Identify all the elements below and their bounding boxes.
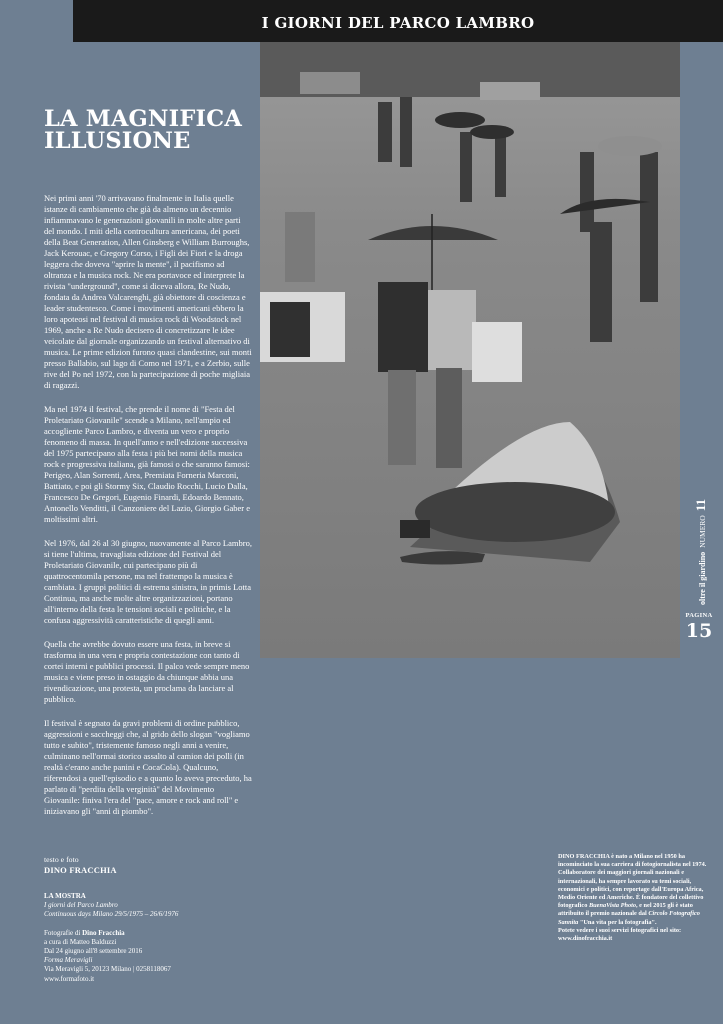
article-column: [44, 108, 252, 830]
exhibition-dates: Dal 24 giugno all'8 settembre 2016: [44, 947, 143, 956]
magazine-number-label: NUMERO: [698, 515, 707, 548]
article-credits: [44, 855, 252, 875]
page-number: 15: [685, 620, 713, 642]
magazine-spine: [692, 499, 710, 605]
magazine-name: oltre il giardino: [698, 551, 707, 605]
exhibition-curator: a cura di Matteo Balduzzi: [44, 937, 117, 946]
photos-prefix: Fotografie di: [44, 928, 83, 937]
article-title-line-2: ILLUSIONE: [44, 128, 191, 154]
credits-label: testo e foto: [44, 855, 79, 864]
exhibition-address: Via Meravigli 5, 20123 Milano | 0258118067: [44, 965, 171, 974]
author-bio: [558, 853, 708, 943]
bio-collective: BuenaVista Photo: [588, 902, 637, 910]
page-label: PAGINA: [685, 612, 713, 619]
section-title: I GIORNI DEL PARCO LAMBRO: [261, 14, 535, 32]
article-title-line-1: LA MAGNIFICA: [44, 106, 243, 132]
article-title: [44, 108, 252, 152]
exhibition-title: I giorni del Parco Lambro: [44, 901, 118, 910]
bio-text: Potete vedere i suoi servizi fotografici nel sito:: [558, 926, 682, 934]
article-paragraph: Quella che avrebbe dovuto essere una festa, in breve si trasforma in una vera e propria contestazione con tanto di cortei interni e pubblici processi. Il palco vede sempre meno musica e viene preso in ostaggio da chiunque abbia una rivendicazione, una protesta, un proclama da lanciare al pubblico.: [44, 639, 250, 704]
article-paragraph: Il festival è segnato da gravi problemi di ordine pubblico, aggressioni e saccheggi che, al grido dello slogan "vogliamo tutto e subito", tristemente famoso negli anni a venire, culminano nell'ormai storico assalto al camion dei polli (in realtà c'erano anche panini e CocaCola). Qualcuno, riferendosi a quell'episodio e a quanto lo aveva preceduto, ha parlato di "perdita della verginità" del Movimento Giovanile: finiva l'era del "pace, amore e rock and roll" e iniziavano gli "anni di piombo".: [44, 718, 252, 816]
article-paragraph: Ma nel 1974 il festival, che prende il nome di "Festa del Proletariato Giovanile" scende a Milano, nell'ampio ed accogliente Parco Lambro, e diventa un vero e proprio fenomeno di massa. In quell'anno e nell'edizione successiva del 1975 partecipano alla festa i più bei nomi della musica rock e progressiva italiana, già famosi o che saranno famosi: Perigeo, Alan Sorrenti, Area, Premiata Forneria Marconi, Battiato, e poi gli Stormy Six, Claudio Rocchi, Lucio Dalla, Francesco De Gregori, Eugenio Finardi, Edoardo Bennato, Antonello Venditti, il Canzoniere del Lazio, Giorgio Gaber e moltissimi altri.: [44, 404, 250, 524]
bio-circle: Circolo Fotografico Sannita: [558, 910, 700, 926]
exhibition-info: [44, 892, 254, 984]
exhibition-subtitle: Continuous days Milano 29/5/1975 – 26/6/1976: [44, 910, 179, 919]
bio-text: , e nel 2015 gli è stato attribuito il premio nazionale dal: [558, 902, 693, 918]
bio-text: DINO FRACCHIA è nato a Milano nel 1950 ha incominciato la sua carriera di fotogiornalista nel 1974. Collaboratore dei maggiori giornali nazionali e internazionali, ha sempre lavorato su temi sociali, economici e politici, con reportage dall'Europa Africa, Medio Oriente ed Americhe. È fondatore del collettivo fotografico: [558, 853, 707, 910]
exhibition-venue: Forma Meravigli: [44, 956, 93, 965]
credits-author: DINO FRACCHIA: [44, 865, 117, 875]
article-paragraph: Nei primi anni '70 arrivavano finalmente in Italia quelle istanze di cambiamento che già da almeno un decennio infiammavano le generazioni giovanili in molte altre parti del mondo. I miti della controcultura americana, dei poeti della Beat Generation, Allen Ginsberg e William Burroughs, Jack Kerouac, e Gregory Corso, i Figli dei Fiori e la droga leggera che doveva "aprire la mente", il pacifismo ad oltranza e la musica rock. Ne era portavoce ed interprete la rivista "underground", come si diceva allora, Re Nudo, fondata da Andrea Valcarenghi, già obiettore di coscienza e leader studentesco. Come i movimenti americani ebbero la loro apoteosi nel festival di musica rock di Woodstock nel 1969, anche a Re Nudo decisero di concretizzare le idee veicolate dal giornale organizzando un festival alternativo di musica. Le prime edizion furono quasi clandestine, sui monti presso Ballabio, sul lago di Como nel 1971, e a Zerbio, sulle rive del Po nel 1972, con la partecipazione di poche migliaia di ragazzi.: [44, 193, 252, 390]
bio-website[interactable]: www.dinofracchia.it: [558, 935, 613, 943]
magazine-number: 11: [693, 499, 708, 512]
bio-text: "Una vita per la fotografia".: [578, 918, 657, 926]
photos-author: Dino Fracchia: [82, 928, 125, 937]
exhibition-photos-credit: [44, 929, 254, 938]
header-bar: [73, 0, 723, 42]
exhibition-heading: LA MOSTRA: [44, 892, 86, 900]
article-paragraph: Nel 1976, dal 26 al 30 giugno, nuovamente al Parco Lambro, si tiene l'ultima, travagliata edizione del Festival del Proletariato Giovanile, cui partecipano più di quattrocentomila persone, ma nel frattempo la musica è cambiata. I gruppi politici di estrema sinistra, in primis Lotta Continua, ma anche molte altre organizzazioni, portano all'interno della festa le tensioni sociali e politiche, e la confusa aggressività caratteristiche di quegli anni.: [44, 538, 252, 625]
exhibition-website[interactable]: www.formafoto.it: [44, 974, 95, 983]
festival-photo: [260, 42, 680, 658]
